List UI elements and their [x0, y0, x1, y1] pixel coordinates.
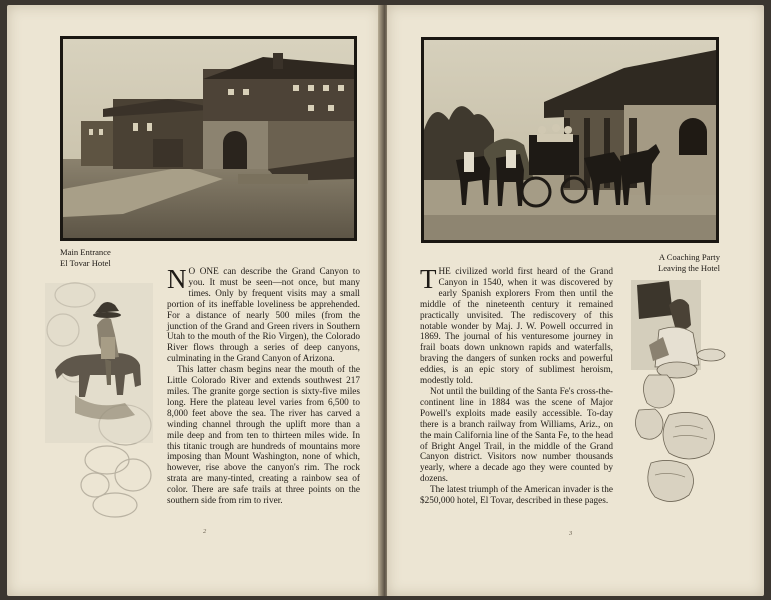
caption-line: Main Entrance: [60, 247, 111, 257]
paragraph: [420, 264, 613, 387]
paragraph: This latter chasm begins near the mouth of the Little Colorado River and extends southwest 217 miles. The granite gorge section is sixty-five miles long. Here the plateau level varies from 6,500 to 8,000 feet above the sea. The river has carved a winding channel through the uplift more than a mile deep and from ten to thirteen miles wide. In this titanic trough are hundreds of mountains more imposing than Mount Washington, none of which, however, rise above the canyon's rim. The rock strata are many-tinted, creating a rainbow sea of color. There are safe trails at three points on the southern side from rim to river.: [167, 365, 360, 507]
caption-coaching-party: [658, 252, 720, 274]
photo-coaching-party: [421, 37, 719, 243]
right-page: [387, 5, 764, 596]
paragraph: The latest triumph of the American invader is the $250,000 hotel, El Tovar, described in these pages.: [420, 485, 613, 507]
left-page: [7, 5, 381, 596]
page-number: 3: [569, 530, 573, 537]
caption-line: Leaving the Hotel: [657, 263, 720, 273]
caption-line: El Tovar Hotel: [60, 258, 111, 268]
paragraph-text: O ONE can describe the Grand Canyon to you. It must be seen—not once, but many times. Only by frequent visits may a small portion of its ineffable loveliness be apprehended. For a distance of nearly 500 miles (from the junction of the Grand and Green rivers in Southern Utah to the mouth of the Rio Virgen), the Colorado River flows through a series of deep canyons, culminating in the Grand Canyon of Arizona.: [167, 267, 360, 365]
illustration-rider-on-mule: [45, 275, 153, 525]
dropcap-letter: T: [420, 264, 437, 294]
paragraph: Not until the building of the Santa Fe's cross-the-continent line in 1884 was the scene of Major Powell's exploits made easily accessible. To-day there is a branch railway from Williams, Ariz., on the main California line of the Santa Fe, to the head of Bright Angel Trail, in the middle of the Grand Canyon district. Visitors now number thousands yearly, where a decade ago they were counted by dozens.: [420, 386, 613, 485]
page-number: 2: [203, 528, 207, 535]
photo-main-entrance: [60, 36, 357, 241]
left-body-text: [167, 264, 360, 507]
right-body-text: [420, 264, 613, 507]
caption-line: A Coaching Party: [658, 252, 720, 262]
paragraph: [167, 264, 360, 365]
dropcap-letter: N: [167, 264, 187, 294]
paragraph-text: HE civilized world first heard of the Grand Canyon in 1540, when it was discovered by early Spanish explorers From then until the middle of the nineteenth century it remained practically unvisited. The rediscovery of this notable wonder by Maj. J. W. Powell occurred in 1869. The journal of his venturesome journey in frail boats down unknown rapids and waterfalls, braving the dangers of sunken rocks and powerful eddies, is an epic story of sublimest heroism, modestly told.: [420, 267, 613, 387]
illustration-pottery-woman: [629, 275, 729, 525]
caption-main-entrance: [60, 247, 111, 269]
